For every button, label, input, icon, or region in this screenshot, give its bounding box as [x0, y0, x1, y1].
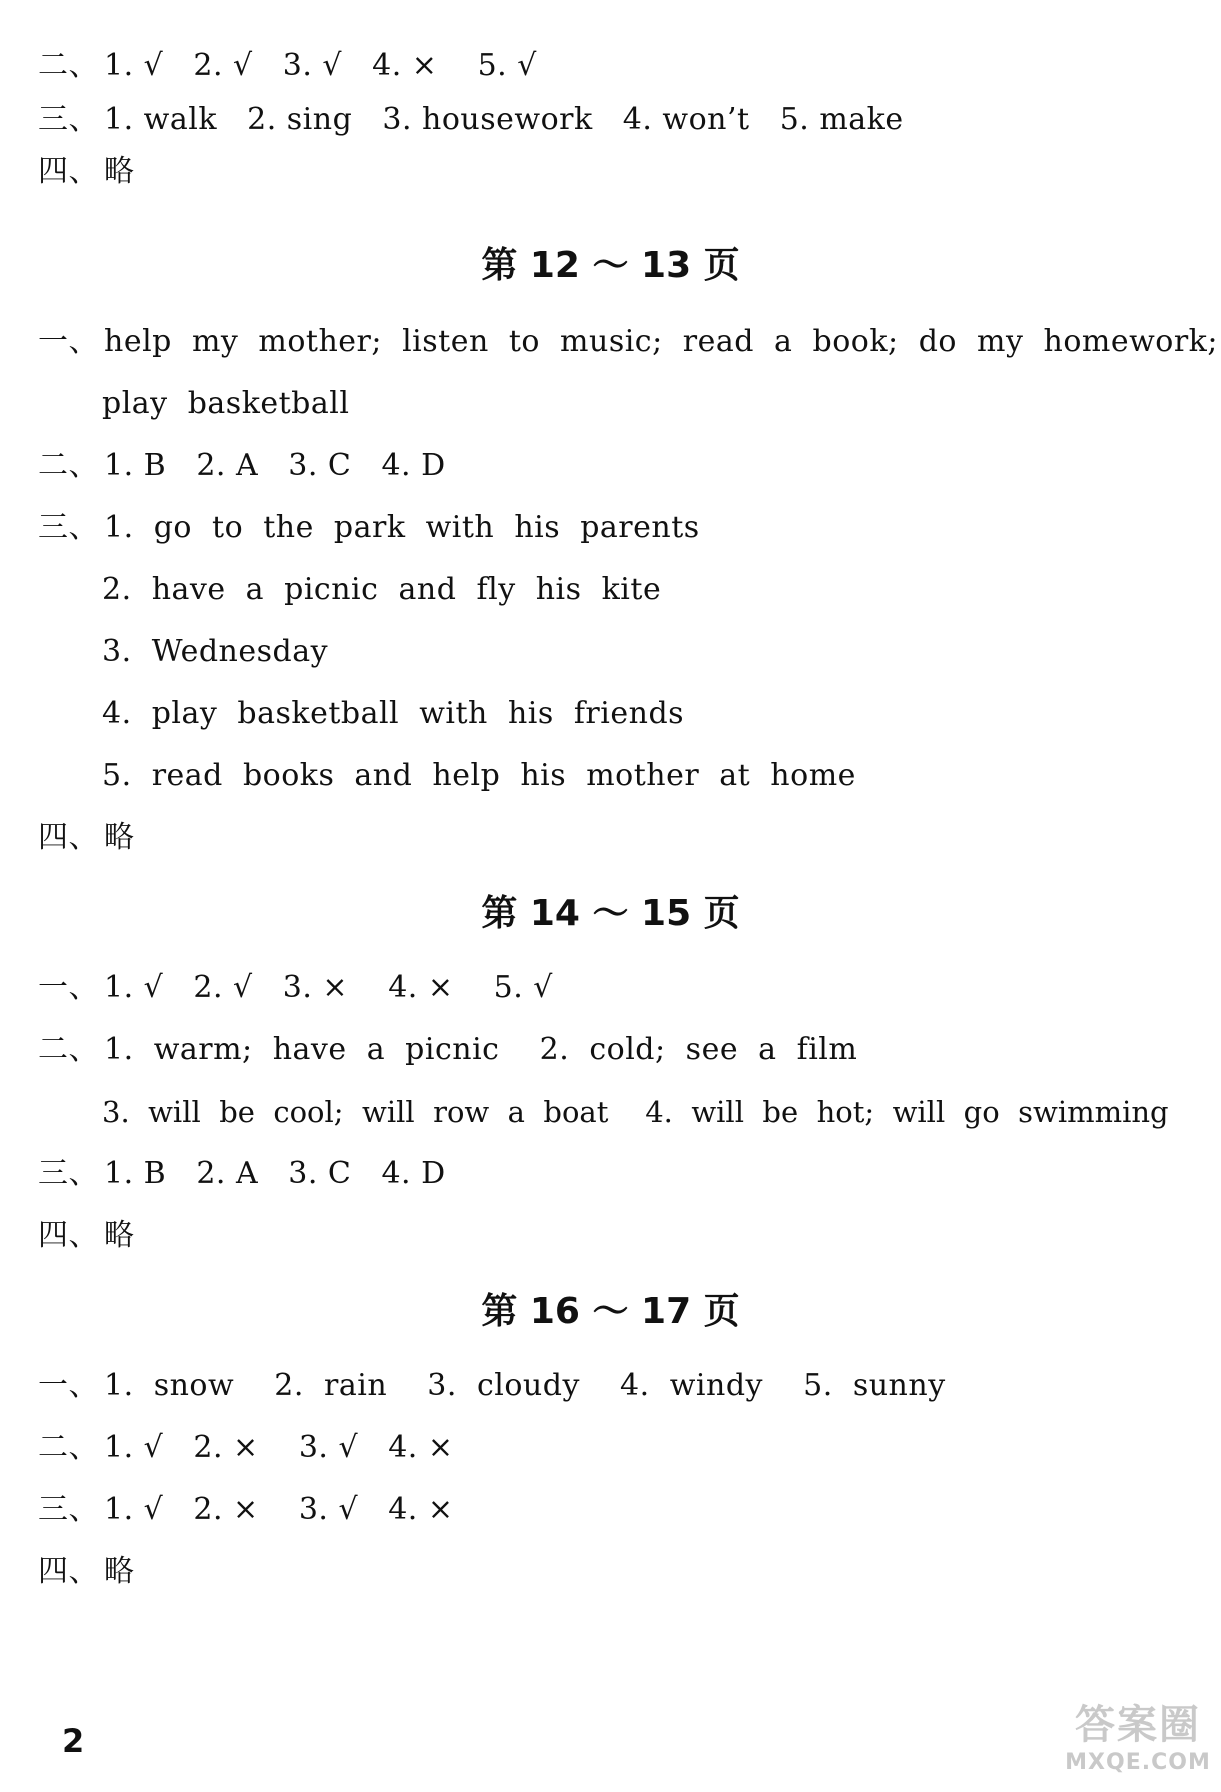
answer-text: 3. Wednesday [102, 634, 329, 669]
question-number: 二、 [38, 1032, 99, 1067]
answer-line [38, 1030, 857, 1070]
watermark-top: 答案圈 [1075, 1702, 1201, 1748]
question-number: 三、 [38, 510, 99, 545]
answer-text: 3. will be cool; will row a boat 4. will be hot; will go swimming [102, 1095, 1169, 1129]
answer-text: 1. B 2. A 3. C 4. D [104, 1156, 446, 1191]
answer-line [102, 694, 684, 734]
answer-text: 略 [104, 1554, 135, 1589]
question-number: 四、 [38, 154, 99, 189]
answer-text: 1. √ 2. √ 3. × 4. × 5. √ [104, 970, 553, 1005]
answer-text: 略 [104, 154, 135, 189]
question-number: 二、 [38, 448, 99, 483]
question-number: 三、 [38, 1492, 99, 1527]
answer-text: 略 [104, 1218, 135, 1253]
question-number: 三、 [38, 102, 99, 137]
answer-line [102, 570, 661, 610]
answer-line [38, 1428, 454, 1468]
answer-text: 1. √ 2. × 3. √ 4. × [104, 1492, 454, 1527]
answer-text: 略 [104, 820, 135, 855]
question-number: 一、 [38, 1368, 99, 1403]
answer-text: 4. play basketball with his friends [102, 696, 685, 731]
answer-text: 1. warm; have a picnic 2. cold; see a film [104, 1032, 858, 1067]
answer-line [102, 1092, 1169, 1132]
answer-text: 1. snow 2. rain 3. cloudy 4. windy 5. sunny [104, 1368, 946, 1403]
answer-text: help my mother; listen to music; read a book; do my homework; [104, 324, 1218, 359]
answer-line [102, 384, 349, 424]
answer-line [38, 322, 1218, 362]
section-heading: 第 16 ～ 17 页 [481, 1291, 740, 1332]
answer-line [102, 756, 856, 796]
question-number: 四、 [38, 1218, 99, 1253]
answer-line [38, 508, 700, 548]
answer-line [38, 100, 904, 140]
section-heading: 第 12 ～ 13 页 [481, 245, 740, 286]
answer-line [38, 1216, 135, 1256]
page-number: 2 [62, 1722, 85, 1760]
answer-line [38, 968, 553, 1008]
question-number: 三、 [38, 1156, 99, 1191]
question-number: 二、 [38, 48, 99, 83]
question-number: 四、 [38, 820, 99, 855]
watermark-logo [1062, 1700, 1214, 1784]
answer-line [38, 1154, 446, 1194]
answer-line [38, 152, 135, 192]
question-number: 四、 [38, 1554, 99, 1589]
answer-text: 1. √ 2. × 3. √ 4. × [104, 1430, 454, 1465]
question-number: 二、 [38, 1430, 99, 1465]
question-number: 一、 [38, 324, 99, 359]
answer-text: 1. go to the park with his parents [104, 510, 700, 545]
answer-text: play basketball [102, 386, 350, 421]
answer-text: 1. walk 2. sing 3. housework 4. won’t 5. make [104, 102, 904, 137]
answer-text: 5. read books and help his mother at home [102, 758, 856, 793]
answer-text: 1. √ 2. √ 3. √ 4. × 5. √ [104, 48, 537, 83]
question-number: 一、 [38, 970, 99, 1005]
answer-line [102, 632, 328, 672]
answer-text: 2. have a picnic and fly his kite [102, 572, 662, 607]
answer-text: 1. B 2. A 3. C 4. D [104, 448, 446, 483]
answer-line [38, 1552, 135, 1592]
section-heading: 第 14 ～ 15 页 [481, 893, 740, 934]
answer-line [38, 46, 537, 86]
answer-line [38, 1490, 454, 1530]
answer-line [38, 818, 135, 858]
watermark-bottom: MXQE.COM [1065, 1750, 1211, 1775]
answer-line [38, 1366, 946, 1406]
answer-line [38, 446, 446, 486]
